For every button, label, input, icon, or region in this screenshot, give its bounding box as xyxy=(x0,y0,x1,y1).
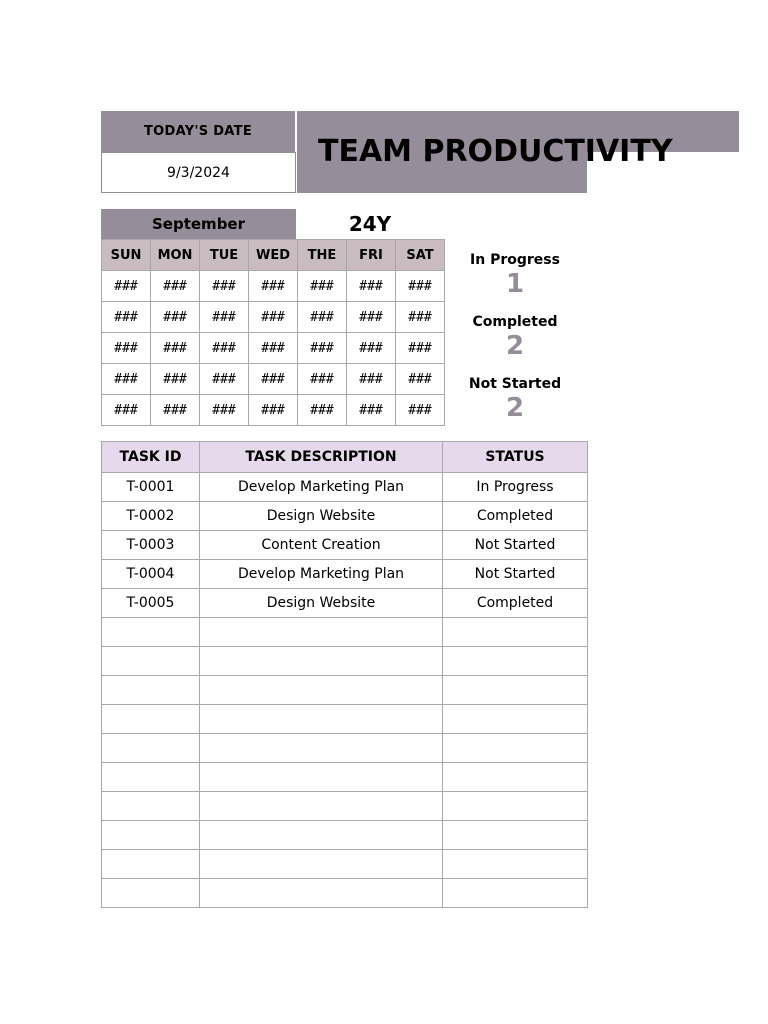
stat-not-started-value: 2 xyxy=(505,393,525,423)
task-description-cell[interactable] xyxy=(200,618,443,647)
table-row xyxy=(102,792,588,821)
status-cell[interactable] xyxy=(443,850,588,879)
task-description-cell[interactable] xyxy=(200,734,443,763)
status-header: STATUS xyxy=(443,442,588,473)
calendar-day-cell[interactable]: ### xyxy=(298,302,347,333)
task-id-cell[interactable]: T-0003 xyxy=(102,531,200,560)
task-description-cell[interactable] xyxy=(200,647,443,676)
calendar-day-cell[interactable]: ### xyxy=(151,395,200,426)
task-description-cell[interactable]: Design Website xyxy=(200,502,443,531)
weekday-sat: SAT xyxy=(396,240,445,271)
calendar-day-cell[interactable]: ### xyxy=(151,333,200,364)
weekday-sun: SUN xyxy=(102,240,151,271)
calendar-weekday-row xyxy=(102,240,445,271)
stat-in-progress-label: In Progress xyxy=(470,252,560,268)
calendar-day-cell[interactable]: ### xyxy=(200,395,249,426)
task-id-cell[interactable] xyxy=(102,763,200,792)
weekday-wed: WED xyxy=(249,240,298,271)
calendar-day-cell[interactable]: ### xyxy=(249,364,298,395)
task-description-cell[interactable] xyxy=(200,850,443,879)
table-row xyxy=(102,676,588,705)
task-id-cell[interactable] xyxy=(102,618,200,647)
table-row xyxy=(102,531,588,560)
todays-date-label: TODAY'S DATE xyxy=(101,111,295,152)
table-row xyxy=(102,850,588,879)
task-id-cell[interactable]: T-0002 xyxy=(102,502,200,531)
status-cell[interactable]: Completed xyxy=(443,502,588,531)
table-row xyxy=(102,705,588,734)
calendar-week-row xyxy=(102,364,445,395)
task-description-header: TASK DESCRIPTION xyxy=(200,442,443,473)
calendar-day-cell[interactable]: ### xyxy=(102,333,151,364)
calendar-day-cell[interactable]: ### xyxy=(396,271,445,302)
calendar-month[interactable]: September xyxy=(101,209,296,239)
table-row xyxy=(102,618,588,647)
task-id-cell[interactable]: T-0005 xyxy=(102,589,200,618)
calendar-day-cell[interactable]: ### xyxy=(102,364,151,395)
task-id-cell[interactable] xyxy=(102,879,200,908)
calendar-day-cell[interactable]: ### xyxy=(298,395,347,426)
todays-date-field[interactable]: 9/3/2024 xyxy=(101,152,296,193)
stat-not-started-label: Not Started xyxy=(468,376,562,392)
task-description-cell[interactable]: Develop Marketing Plan xyxy=(200,560,443,589)
stat-in-progress-value: 1 xyxy=(505,269,525,299)
calendar-day-cell[interactable]: ### xyxy=(249,302,298,333)
task-description-cell[interactable] xyxy=(200,763,443,792)
calendar-day-cell[interactable]: ### xyxy=(396,395,445,426)
calendar-day-cell[interactable]: ### xyxy=(151,364,200,395)
calendar-day-cell[interactable]: ### xyxy=(298,271,347,302)
calendar-day-cell[interactable]: ### xyxy=(347,395,396,426)
title-container xyxy=(297,130,673,176)
page-title: TEAM PRODUCTIVITY xyxy=(318,134,673,169)
task-id-cell[interactable] xyxy=(102,850,200,879)
status-cell[interactable] xyxy=(443,705,588,734)
status-cell[interactable]: Completed xyxy=(443,589,588,618)
task-table xyxy=(101,441,588,908)
calendar-grid xyxy=(101,239,445,426)
status-cell[interactable]: Not Started xyxy=(443,560,588,589)
task-description-cell[interactable]: Develop Marketing Plan xyxy=(200,473,443,502)
calendar-day-cell[interactable]: ### xyxy=(249,395,298,426)
calendar-week-row xyxy=(102,395,445,426)
calendar-day-cell[interactable]: ### xyxy=(200,271,249,302)
table-row xyxy=(102,879,588,908)
task-id-cell[interactable] xyxy=(102,705,200,734)
calendar-day-cell[interactable]: ### xyxy=(298,364,347,395)
task-description-cell[interactable] xyxy=(200,792,443,821)
calendar-day-cell[interactable]: ### xyxy=(396,364,445,395)
table-row xyxy=(102,502,588,531)
calendar-week-row xyxy=(102,302,445,333)
task-description-cell[interactable] xyxy=(200,879,443,908)
status-cell[interactable] xyxy=(443,879,588,908)
status-cell[interactable] xyxy=(443,618,588,647)
calendar-day-cell[interactable]: ### xyxy=(102,395,151,426)
calendar-day-cell[interactable]: ### xyxy=(249,271,298,302)
status-cell[interactable] xyxy=(443,734,588,763)
calendar-day-cell[interactable]: ### xyxy=(396,302,445,333)
table-row xyxy=(102,763,588,792)
table-row xyxy=(102,473,588,502)
calendar-week-row xyxy=(102,333,445,364)
table-row xyxy=(102,647,588,676)
table-row xyxy=(102,821,588,850)
calendar-day-cell[interactable]: ### xyxy=(347,302,396,333)
calendar-day-cell[interactable]: ### xyxy=(102,302,151,333)
task-id-cell[interactable] xyxy=(102,647,200,676)
task-description-cell[interactable]: Design Website xyxy=(200,589,443,618)
weekday-thu: THE xyxy=(298,240,347,271)
weekday-fri: FRI xyxy=(347,240,396,271)
status-cell[interactable]: In Progress xyxy=(443,473,588,502)
task-id-cell[interactable]: T-0001 xyxy=(102,473,200,502)
calendar-day-cell[interactable]: ### xyxy=(347,271,396,302)
weekday-tue: TUE xyxy=(200,240,249,271)
task-id-cell[interactable] xyxy=(102,734,200,763)
task-description-cell[interactable] xyxy=(200,705,443,734)
task-description-cell[interactable] xyxy=(200,676,443,705)
table-row xyxy=(102,589,588,618)
task-id-header: TASK ID xyxy=(102,442,200,473)
weekday-mon: MON xyxy=(151,240,200,271)
status-cell[interactable] xyxy=(443,676,588,705)
calendar-day-cell[interactable]: ### xyxy=(200,364,249,395)
calendar-day-cell[interactable]: ### xyxy=(347,333,396,364)
status-cell[interactable] xyxy=(443,792,588,821)
task-table-header-row xyxy=(102,442,588,473)
calendar-week-row xyxy=(102,271,445,302)
calendar-day-cell[interactable]: ### xyxy=(347,364,396,395)
calendar-day-cell[interactable]: ### xyxy=(249,333,298,364)
task-id-cell[interactable] xyxy=(102,821,200,850)
task-id-cell[interactable]: T-0004 xyxy=(102,560,200,589)
calendar-day-cell[interactable]: ### xyxy=(151,302,200,333)
calendar-day-cell[interactable]: ### xyxy=(396,333,445,364)
calendar-day-cell[interactable]: ### xyxy=(200,333,249,364)
table-row xyxy=(102,560,588,589)
status-cell[interactable] xyxy=(443,647,588,676)
stat-completed-value: 2 xyxy=(505,331,525,361)
calendar-day-cell[interactable]: ### xyxy=(298,333,347,364)
status-cell[interactable] xyxy=(443,763,588,792)
table-row xyxy=(102,734,588,763)
calendar-year[interactable]: 24Y xyxy=(348,212,392,236)
task-id-cell[interactable] xyxy=(102,792,200,821)
calendar-day-cell[interactable]: ### xyxy=(151,271,200,302)
status-cell[interactable]: Not Started xyxy=(443,531,588,560)
calendar-day-cell[interactable]: ### xyxy=(102,271,151,302)
task-description-cell[interactable]: Content Creation xyxy=(200,531,443,560)
calendar-day-cell[interactable]: ### xyxy=(200,302,249,333)
task-description-cell[interactable] xyxy=(200,821,443,850)
task-id-cell[interactable] xyxy=(102,676,200,705)
status-cell[interactable] xyxy=(443,821,588,850)
stat-completed-label: Completed xyxy=(472,314,558,330)
